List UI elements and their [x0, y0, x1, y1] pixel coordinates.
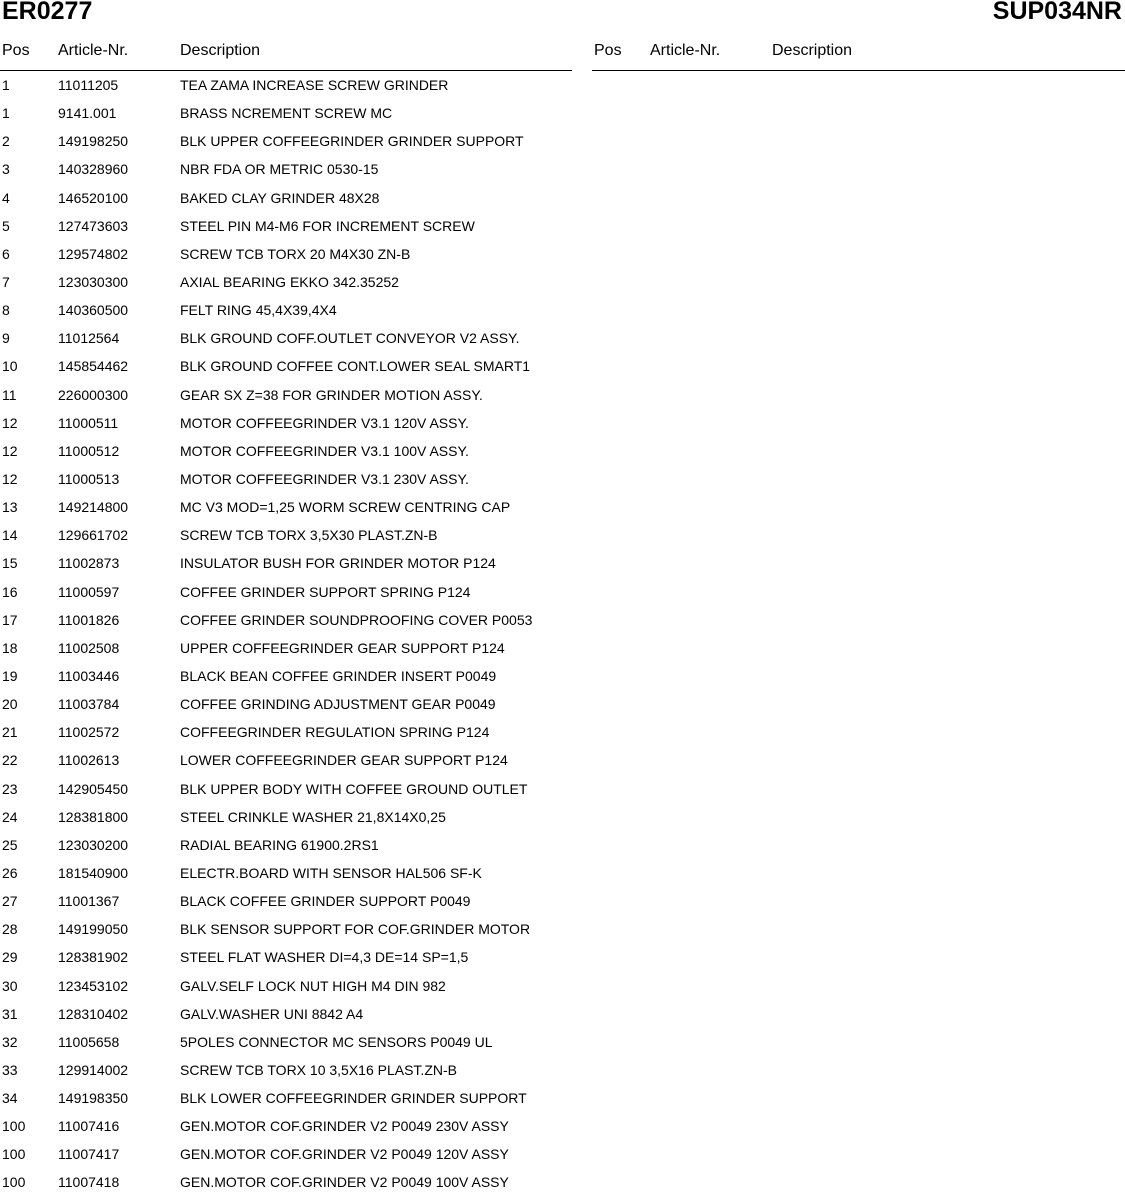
row-pos-cell: 23	[2, 780, 18, 797]
row-pos-cell: 18	[2, 639, 18, 656]
row-article-cell: 149199050	[58, 921, 129, 938]
row-description-cell: ELECTR.BOARD WITH SENSOR HAL506 SF-K	[180, 864, 482, 881]
table-row	[0, 886, 572, 914]
table-row	[0, 464, 572, 492]
row-article-cell: 149198250	[58, 133, 129, 150]
table-row	[0, 1027, 572, 1055]
document-code-left: ER0277	[2, 0, 93, 25]
row-description-cell: STEEL PIN M4-M6 FOR INCREMENT SCREW	[180, 217, 475, 234]
table-row	[0, 351, 572, 379]
row-pos-cell: 8	[2, 302, 10, 319]
table-row	[0, 154, 572, 182]
row-pos-cell: 100	[2, 1118, 26, 1135]
row-pos-cell: 25	[2, 836, 18, 853]
row-pos-cell: 24	[2, 808, 18, 825]
row-article-cell: 11002508	[58, 639, 120, 656]
table-row	[0, 661, 572, 689]
row-article-cell: 11002613	[58, 752, 120, 769]
table-row	[0, 717, 572, 745]
table-row	[0, 605, 572, 633]
row-pos-cell: 22	[2, 752, 18, 769]
row-description-cell: GEAR SX Z=38 FOR GRINDER MOTION ASSY.	[180, 386, 483, 403]
row-article-cell: 149214800	[58, 499, 129, 516]
table-row	[0, 745, 572, 773]
row-description-cell: BLACK COFFEE GRINDER SUPPORT P0049	[180, 893, 471, 910]
row-pos-cell: 100	[2, 1146, 26, 1163]
row-article-cell: 11007418	[58, 1174, 120, 1191]
table-row	[0, 211, 572, 239]
row-description-cell: COFFEE GRINDER SOUNDPROOFING COVER P0053	[180, 611, 533, 628]
table-row	[0, 1055, 572, 1083]
row-pos-cell: 11	[2, 386, 17, 403]
row-description-cell: TEA ZAMA INCREASE SCREW GRINDER	[180, 77, 449, 93]
row-article-cell: 142905450	[58, 780, 129, 797]
row-article-cell: 11012564	[58, 330, 120, 347]
table-row	[0, 633, 572, 661]
row-description-cell: NBR FDA OR METRIC 0530-15	[180, 161, 379, 178]
row-article-cell: 11001367	[58, 893, 120, 910]
row-article-cell: 123030200	[58, 836, 129, 853]
table-row	[0, 380, 572, 408]
row-pos-cell: 3	[2, 161, 10, 178]
row-description-cell: 5POLES CONNECTOR MC SENSORS P0049 UL	[180, 1033, 493, 1050]
row-article-cell: 11005658	[58, 1033, 120, 1050]
row-article-cell: 140360500	[58, 302, 129, 319]
table-row	[0, 492, 572, 520]
row-article-cell: 11001826	[58, 611, 120, 628]
row-pos-cell: 1	[2, 77, 10, 93]
row-description-cell: BLK GROUND COFFEE CONT.LOWER SEAL SMART1	[180, 358, 531, 375]
row-pos-cell: 32	[2, 1033, 18, 1050]
row-description-cell: STEEL CRINKLE WASHER 21,8X14X0,25	[180, 808, 446, 825]
table-row	[0, 774, 572, 802]
row-pos-cell: 28	[2, 921, 18, 938]
row-pos-cell: 34	[2, 1090, 18, 1107]
table-row	[0, 942, 572, 970]
row-pos-cell: 10	[2, 358, 18, 375]
row-description-cell: MOTOR COFFEEGRINDER V3.1 120V ASSY.	[180, 414, 469, 431]
document-code-right: SUP034NR	[992, 0, 1122, 25]
row-pos-cell: 7	[2, 273, 10, 290]
row-article-cell: 11003446	[58, 667, 120, 684]
document-header	[0, 0, 1125, 30]
row-article-cell: 129574802	[58, 245, 129, 262]
row-description-cell: BLACK BEAN COFFEE GRINDER INSERT P0049	[180, 667, 497, 684]
table-row	[0, 436, 572, 464]
table-header-left	[0, 42, 572, 71]
table-row	[0, 802, 572, 830]
row-description-cell: AXIAL BEARING EKKO 342.35252	[180, 273, 399, 290]
row-description-cell: MOTOR COFFEEGRINDER V3.1 100V ASSY.	[180, 442, 469, 459]
row-article-cell: 149198350	[58, 1090, 129, 1107]
row-article-cell: 123453102	[58, 977, 129, 994]
table-row	[0, 830, 572, 858]
row-pos-cell: 12	[2, 414, 18, 431]
row-article-cell: 11000513	[58, 470, 120, 487]
row-pos-cell: 33	[2, 1061, 18, 1078]
table-row	[0, 1111, 572, 1139]
table-row	[0, 548, 572, 576]
row-article-cell: 11000511	[58, 414, 119, 431]
row-pos-cell: 9	[2, 330, 10, 347]
row-pos-cell: 15	[2, 555, 18, 572]
column-header-article: Article-Nr.	[58, 42, 129, 59]
row-description-cell: BLK UPPER BODY WITH COFFEE GROUND OUTLET	[180, 780, 528, 797]
row-pos-cell: 1	[2, 105, 10, 122]
row-article-cell: 11007417	[58, 1146, 120, 1163]
row-article-cell: 128310402	[58, 1005, 129, 1022]
row-description-cell: GEN.MOTOR COF.GRINDER V2 P0049 120V ASSY	[180, 1146, 509, 1163]
row-description-cell: COFFEE GRINDING ADJUSTMENT GEAR P0049	[180, 696, 496, 713]
column-header-description: Description	[180, 42, 261, 59]
row-description-cell: GEN.MOTOR COF.GRINDER V2 P0049 100V ASSY	[180, 1174, 509, 1191]
table-row	[0, 323, 572, 351]
row-description-cell: MC V3 MOD=1,25 WORM SCREW CENTRING CAP	[180, 499, 511, 516]
table-row	[0, 1083, 572, 1111]
row-pos-cell: 6	[2, 245, 10, 262]
row-pos-cell: 31	[2, 1005, 18, 1022]
row-pos-cell: 21	[2, 724, 18, 741]
row-description-cell: GEN.MOTOR COF.GRINDER V2 P0049 230V ASSY	[180, 1118, 509, 1135]
row-article-cell: 226000300	[58, 386, 129, 403]
row-article-cell: 11003784	[58, 696, 120, 713]
table-row	[0, 520, 572, 548]
row-article-cell: 11011205	[58, 77, 119, 93]
table-row	[0, 689, 572, 717]
row-article-cell: 128381800	[58, 808, 129, 825]
row-description-cell: GALV.SELF LOCK NUT HIGH M4 DIN 982	[180, 977, 446, 994]
row-pos-cell: 12	[2, 442, 18, 459]
table-row	[0, 1167, 572, 1195]
table-row	[0, 999, 572, 1027]
row-pos-cell: 16	[2, 583, 18, 600]
row-description-cell: SCREW TCB TORX 3,5X30 PLAST.ZN-B	[180, 527, 438, 544]
row-description-cell: LOWER COFFEEGRINDER GEAR SUPPORT P124	[180, 752, 508, 769]
column-header-description: Description	[772, 42, 853, 59]
row-article-cell: 11000512	[58, 442, 120, 459]
row-description-cell: MOTOR COFFEEGRINDER V3.1 230V ASSY.	[180, 470, 469, 487]
row-article-cell: 128381902	[58, 949, 129, 966]
row-article-cell: 127473603	[58, 217, 129, 234]
row-article-cell: 129661702	[58, 527, 129, 544]
row-article-cell: 123030300	[58, 273, 129, 290]
row-pos-cell: 4	[2, 189, 10, 206]
table-row	[0, 267, 572, 295]
row-description-cell: COFFEEGRINDER REGULATION SPRING P124	[180, 724, 490, 741]
row-description-cell: SCREW TCB TORX 20 M4X30 ZN-B	[180, 245, 411, 262]
table-row	[0, 98, 572, 126]
row-description-cell: BAKED CLAY GRINDER 48X28	[180, 189, 380, 206]
table-row	[0, 577, 572, 605]
column-header-pos: Pos	[594, 42, 622, 59]
row-description-cell: STEEL FLAT WASHER DI=4,3 DE=14 SP=1,5	[180, 949, 469, 966]
row-pos-cell: 27	[2, 893, 18, 910]
row-description-cell: FELT RING 45,4X39,4X4	[180, 302, 337, 319]
table-row	[0, 971, 572, 999]
row-description-cell: SCREW TCB TORX 10 3,5X16 PLAST.ZN-B	[180, 1061, 457, 1078]
row-description-cell: BLK LOWER COFFEEGRINDER GRINDER SUPPORT	[180, 1090, 527, 1107]
row-pos-cell: 17	[2, 611, 18, 628]
table-row	[0, 295, 572, 323]
row-pos-cell: 100	[2, 1174, 26, 1191]
row-article-cell: 11000597	[58, 583, 120, 600]
row-pos-cell: 5	[2, 217, 10, 234]
row-pos-cell: 29	[2, 949, 18, 966]
row-article-cell: 11002873	[58, 555, 120, 572]
table-row	[0, 1139, 572, 1167]
row-article-cell: 9141.001	[58, 105, 117, 122]
row-pos-cell: 14	[2, 527, 18, 544]
row-description-cell: UPPER COFFEEGRINDER GEAR SUPPORT P124	[180, 639, 505, 656]
row-pos-cell: 30	[2, 977, 18, 994]
row-article-cell: 145854462	[58, 358, 129, 375]
row-article-cell: 146520100	[58, 189, 129, 206]
table-row	[0, 70, 572, 98]
column-header-article: Article-Nr.	[650, 42, 721, 59]
row-description-cell: BLK UPPER COFFEEGRINDER GRINDER SUPPORT	[180, 133, 524, 150]
row-pos-cell: 12	[2, 470, 18, 487]
row-article-cell: 181540900	[58, 864, 129, 881]
row-description-cell: BRASS NCREMENT SCREW MC	[180, 105, 393, 122]
row-pos-cell: 2	[2, 133, 10, 150]
table-row	[0, 126, 572, 154]
table-row	[0, 858, 572, 886]
row-article-cell: 11002572	[58, 724, 120, 741]
row-description-cell: COFFEE GRINDER SUPPORT SPRING P124	[180, 583, 471, 600]
table-row	[0, 183, 572, 211]
row-article-cell: 11007416	[58, 1118, 120, 1135]
row-description-cell: INSULATOR BUSH FOR GRINDER MOTOR P124	[180, 555, 496, 572]
row-description-cell: GALV.WASHER UNI 8842 A4	[180, 1005, 364, 1022]
table-row	[0, 239, 572, 267]
row-pos-cell: 13	[2, 499, 18, 516]
row-description-cell: RADIAL BEARING 61900.2RS1	[180, 836, 379, 853]
table-header-right	[592, 42, 1125, 71]
row-description-cell: BLK GROUND COFF.OUTLET CONVEYOR V2 ASSY.	[180, 330, 520, 347]
table-row	[0, 914, 572, 942]
row-article-cell: 129914002	[58, 1061, 129, 1078]
row-description-cell: BLK SENSOR SUPPORT FOR COF.GRINDER MOTOR	[180, 921, 531, 938]
row-pos-cell: 20	[2, 696, 18, 713]
row-article-cell: 140328960	[58, 161, 129, 178]
row-pos-cell: 26	[2, 864, 18, 881]
parts-table-body	[0, 70, 572, 1196]
column-header-pos: Pos	[2, 42, 30, 59]
row-pos-cell: 19	[2, 667, 18, 684]
table-row	[0, 408, 572, 436]
